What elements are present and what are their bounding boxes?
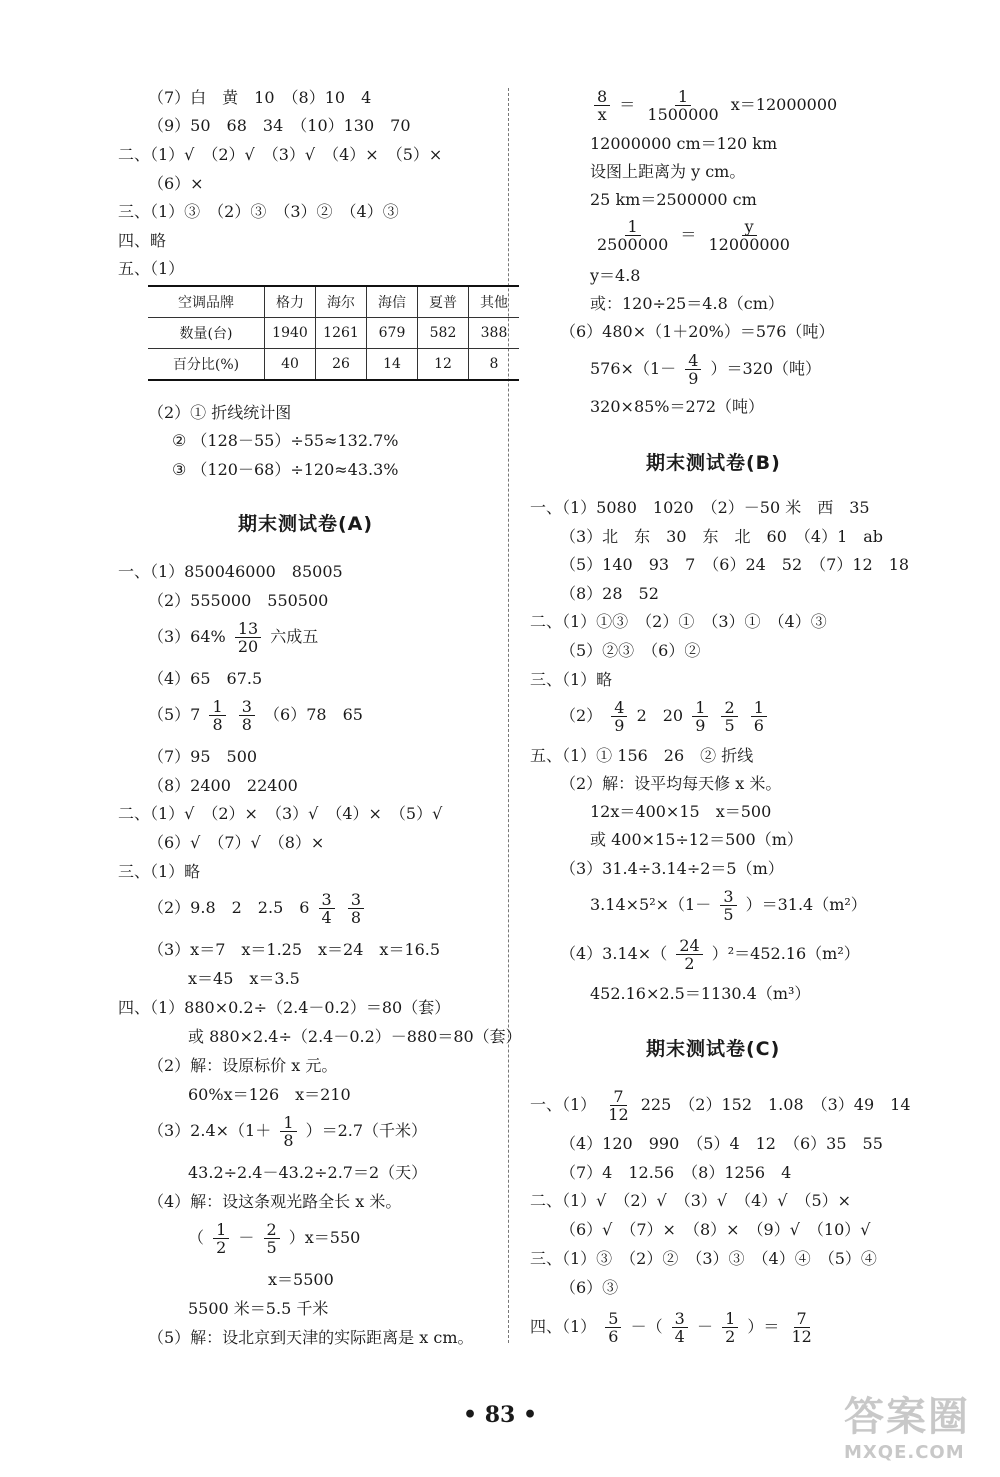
- denominator: 4: [674, 1327, 685, 1346]
- denominator: 2: [684, 954, 695, 973]
- numerator: 1: [692, 699, 708, 717]
- answer-line: x＝5500: [268, 1270, 334, 1289]
- denominator: 5: [266, 1238, 277, 1257]
- fraction: [209, 698, 225, 733]
- answer-line: （2）555000 550500: [148, 591, 329, 610]
- answer-line: （4）65 67.5: [148, 669, 263, 688]
- watermark-text: 答案圈: [844, 1394, 970, 1440]
- denominator: 1500000: [647, 105, 719, 124]
- answer-line: 二、（1）√ （2）√ （3）√ （4）√ （5）×: [530, 1191, 852, 1210]
- answer-line: [530, 1088, 911, 1123]
- table-cell: 空调品牌: [148, 286, 265, 318]
- numerator: 1: [213, 1221, 229, 1239]
- fraction: [264, 1221, 280, 1256]
- table-row: [148, 349, 519, 381]
- numerator: 2: [721, 699, 737, 717]
- table-cell: 8: [469, 349, 520, 381]
- table-cell: 40: [265, 349, 316, 381]
- denominator: 8: [350, 908, 361, 927]
- answer-line: [590, 352, 821, 387]
- fraction: [605, 1310, 621, 1345]
- text: －: [238, 1228, 255, 1247]
- fraction: [721, 699, 737, 734]
- column-divider: [508, 88, 509, 1343]
- answer-line: 三、（1）略: [118, 862, 201, 881]
- answer-line: （5）140 93 7 （6）24 52 （7）12 18: [560, 555, 910, 574]
- fraction: [611, 699, 627, 734]
- text: －: [696, 1317, 713, 1336]
- answer-line: （6）√ （7）√ （8）×: [148, 833, 325, 852]
- text: ）＝: [747, 1317, 780, 1336]
- fraction: [594, 88, 610, 123]
- numerator: 7: [610, 1088, 626, 1106]
- denominator: 2: [216, 1238, 227, 1257]
- numerator: 3: [348, 891, 364, 909]
- fraction: [720, 888, 736, 923]
- fraction: [239, 698, 255, 733]
- answer-line: （9）50 68 34 （10）130 70: [148, 116, 411, 135]
- denominator: 12: [608, 1105, 629, 1124]
- answer-line: （6）480×（1＋20%）＝576（吨）: [560, 322, 835, 341]
- answer-line: 三、（1）③ （2）② （3）③ （4）④ （5）④: [530, 1249, 877, 1268]
- answer-line: （6）③: [560, 1278, 619, 1297]
- answer-line: （7）白 黄 10 （8）10 4: [148, 88, 372, 107]
- text: 四、（1）: [530, 1317, 597, 1336]
- table-cell: 1940: [265, 318, 316, 349]
- watermark-url: MXQE.COM: [844, 1442, 965, 1463]
- table-cell: 679: [367, 318, 418, 349]
- fraction: [594, 218, 671, 253]
- answer-line: 12x＝400×15 x＝500: [590, 802, 772, 821]
- section-title-b: 期末测试卷(B): [646, 452, 781, 474]
- denominator: 8: [241, 715, 252, 734]
- denominator: x: [597, 105, 607, 124]
- answer-line: （3）北 东 30 东 北 60 （4）1 ab: [560, 527, 884, 546]
- denominator: 8: [283, 1131, 294, 1150]
- numerator: 24: [676, 937, 702, 955]
- fraction: [722, 1310, 738, 1345]
- answer-line: 或 880×2.4÷（2.4－0.2）－880＝80（套）: [188, 1027, 522, 1046]
- answer-line: ③ （120－68）÷120≈43.3%: [172, 460, 399, 479]
- text: （2）9.8 2 2.5 6: [148, 898, 310, 917]
- answer-line: [148, 698, 363, 733]
- answer-line: （7）95 500: [148, 747, 258, 766]
- denominator: 2: [725, 1327, 736, 1346]
- text: 3.14×5²×（1－: [590, 895, 712, 914]
- denominator: 5: [724, 716, 735, 735]
- answer-line: （6）√ （7）× （8）× （9）√ （10）√: [560, 1220, 871, 1239]
- text: ）x＝550: [288, 1228, 361, 1247]
- denominator: 9: [614, 716, 625, 735]
- section-title-a: 期末测试卷(A): [238, 513, 374, 535]
- numerator: 5: [605, 1310, 621, 1328]
- answer-line: [590, 218, 797, 253]
- table-cell: 14: [367, 349, 418, 381]
- numerator: 4: [685, 352, 701, 370]
- denominator: 9: [695, 716, 706, 735]
- denominator: 8: [212, 715, 223, 734]
- answer-line: 5500 米＝5.5 千米: [188, 1299, 329, 1318]
- table-cell: 其他: [469, 286, 520, 318]
- table-cell: 格力: [265, 286, 316, 318]
- text: 225 （2）152 1.08 （3）49 14: [640, 1095, 911, 1114]
- answer-line: [560, 699, 771, 734]
- text: 576×（1－: [590, 359, 677, 378]
- table-cell: 388: [469, 318, 520, 349]
- answer-line: [590, 888, 867, 923]
- table-row: [148, 318, 519, 349]
- answer-line: [530, 1310, 819, 1345]
- fraction: [685, 352, 701, 387]
- answer-line: 25 km＝2500000 cm: [590, 190, 757, 209]
- numerator: 7: [794, 1310, 810, 1328]
- fraction: [788, 1310, 814, 1345]
- answer-line: （8）28 52: [560, 584, 659, 603]
- numerator: 1: [751, 699, 767, 717]
- denominator: 20: [237, 637, 259, 656]
- table-cell: 582: [418, 318, 469, 349]
- numerator: 1: [209, 698, 225, 716]
- answer-line: 五、（1）① 156 26 ② 折线: [530, 746, 754, 765]
- answer-line: [560, 937, 860, 972]
- denominator: 12000000: [708, 235, 790, 254]
- answer-line: 43.2÷2.4－43.2÷2.7＝2（天）: [188, 1163, 428, 1182]
- answer-line: （4）120 990 （5）4 12 （6）35 55: [560, 1134, 883, 1153]
- answer-line: [590, 88, 837, 123]
- denominator: 6: [753, 716, 764, 735]
- numerator: 3: [239, 698, 255, 716]
- fraction: [672, 1310, 688, 1345]
- text: （2）: [560, 706, 603, 725]
- text: ＝: [619, 95, 636, 114]
- answer-line: 四、略: [118, 231, 167, 250]
- answer-line: （2）解：设原标价 x 元。: [148, 1056, 338, 1075]
- answer-line: ② （128－55）÷55≈132.7%: [172, 431, 399, 450]
- denominator: 6: [608, 1327, 619, 1346]
- answer-line: 320×85%＝272（吨）: [590, 397, 765, 416]
- fraction: [235, 620, 261, 655]
- answer-line: 设图上距离为 y cm。: [590, 162, 746, 181]
- numerator: 4: [611, 699, 627, 717]
- table-cell: 夏普: [418, 286, 469, 318]
- text: ）²＝452.16（m²）: [711, 944, 860, 963]
- fraction: [705, 218, 792, 253]
- table-cell: 百分比(%): [148, 349, 265, 381]
- answer-line: （5）解：设北京到天津的实际距离是 x cm。: [148, 1328, 474, 1347]
- answer-line: x＝45 x＝3.5: [188, 969, 300, 988]
- answer-line: （2）① 折线统计图: [148, 403, 292, 422]
- answer-line: （6）×: [148, 174, 204, 193]
- answer-line: 12000000 cm＝120 km: [590, 134, 778, 153]
- numerator: 3: [319, 891, 335, 909]
- text: ）＝2.7（千米）: [305, 1121, 428, 1140]
- table-cell: 26: [316, 349, 367, 381]
- text: （5）7: [148, 705, 201, 724]
- numerator: 3: [720, 888, 736, 906]
- answer-line: 一、（1）5080 1020 （2）－50 米 西 35: [530, 498, 870, 517]
- fraction: [751, 699, 767, 734]
- table-cell: 1261: [316, 318, 367, 349]
- answer-line: 二、（1）①③ （2）① （3）① （4）③: [530, 612, 827, 631]
- answer-line: [148, 891, 368, 926]
- numerator: y: [742, 218, 757, 236]
- numerator: 1: [280, 1114, 296, 1132]
- numerator: 8: [594, 88, 610, 106]
- numerator: 3: [672, 1310, 688, 1328]
- fraction: [280, 1114, 296, 1149]
- answer-line: （3）31.4÷3.14÷2＝5（m）: [560, 859, 784, 878]
- denominator: 9: [688, 369, 699, 388]
- denominator: 2500000: [597, 235, 669, 254]
- denominator: 12: [791, 1327, 812, 1346]
- numerator: 1: [722, 1310, 738, 1328]
- answer-line: （5）②③ （6）②: [560, 641, 701, 660]
- answer-line: [148, 1114, 427, 1149]
- answer-line: （8）2400 22400: [148, 776, 298, 795]
- fraction: [644, 88, 721, 123]
- answer-line: 一、（1）850046000 85005: [118, 562, 343, 581]
- page-number: • 83 •: [462, 1402, 538, 1428]
- brand-stats-table: [148, 285, 519, 381]
- fraction: [692, 699, 708, 734]
- fraction: [319, 891, 335, 926]
- answer-line: 三、（1）③ （2）③ （3）② （4）③: [118, 202, 399, 221]
- answer-line: （3）x＝7 x＝1.25 x＝24 x＝16.5: [148, 940, 441, 959]
- text: （: [188, 1228, 205, 1247]
- text: 2 20: [636, 706, 684, 725]
- text: （6）78 65: [264, 705, 363, 724]
- text: －（: [630, 1317, 663, 1336]
- answer-line: y＝4.8: [590, 266, 641, 285]
- text: ）＝31.4（m²）: [745, 895, 867, 914]
- answer-line: 60%x＝126 x＝210: [188, 1085, 351, 1104]
- numerator: 2: [264, 1221, 280, 1239]
- numerator: 1: [675, 88, 691, 106]
- answer-line: 二、（1）√ （2）× （3）√ （4）× （5）√: [118, 804, 443, 823]
- denominator: 4: [321, 908, 332, 927]
- answer-line: 五、（1）: [118, 259, 185, 278]
- text: x＝12000000: [730, 95, 838, 114]
- answer-line: （4）解：设这条观光路全长 x 米。: [148, 1192, 402, 1211]
- table-cell: 数量(台): [148, 318, 265, 349]
- table-cell: 海信: [367, 286, 418, 318]
- fraction: [348, 891, 364, 926]
- table-row: [148, 286, 519, 318]
- fraction: [676, 937, 702, 972]
- numerator: 13: [235, 620, 261, 638]
- answer-line: [188, 1221, 360, 1256]
- answer-line: 二、（1）√ （2）√ （3）√ （4）× （5）×: [118, 145, 443, 164]
- text: ）＝320（吨）: [710, 359, 822, 378]
- answer-line: （2）解：设平均每天修 x 米。: [560, 774, 782, 793]
- text: （3）64%: [148, 627, 226, 646]
- watermark-logo: [844, 1385, 970, 1463]
- answer-line: 或：120÷25＝4.8（cm）: [590, 294, 784, 313]
- answer-line: （7）4 12.56 （8）1256 4: [560, 1163, 792, 1182]
- text: （4）3.14×（: [560, 944, 668, 963]
- answer-line: 四、（1）880×0.2÷（2.4－0.2）＝80（套）: [118, 998, 451, 1017]
- numerator: 1: [625, 218, 641, 236]
- fraction: [213, 1221, 229, 1256]
- answer-line: 或 400×15÷12＝500（m）: [590, 830, 803, 849]
- table-cell: 12: [418, 349, 469, 381]
- answer-line: 452.16×2.5＝1130.4（m³）: [590, 984, 811, 1003]
- text: ＝: [680, 225, 697, 244]
- denominator: 5: [723, 905, 734, 924]
- table-cell: 海尔: [316, 286, 367, 318]
- answer-line: 三、（1）略: [530, 670, 613, 689]
- text: 一、（1）: [530, 1095, 597, 1114]
- section-title-c: 期末测试卷(C): [646, 1038, 781, 1060]
- text: 六成五: [270, 627, 319, 646]
- text: （3）2.4×（1＋: [148, 1121, 272, 1140]
- answer-line: [148, 620, 318, 655]
- fraction: [605, 1088, 631, 1123]
